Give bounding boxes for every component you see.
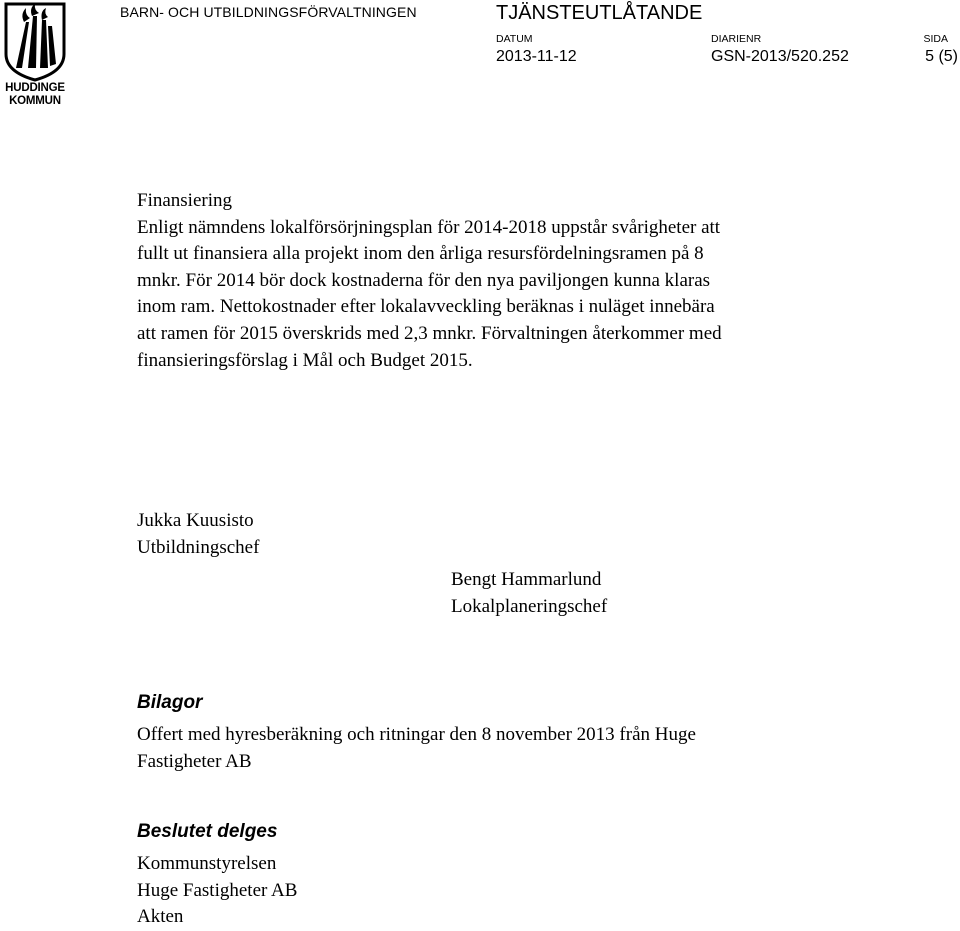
attachments-list [137,722,837,775]
date-value: 2013-11-12 [496,48,577,65]
signatory-name: Bengt Hammarlund [451,569,602,590]
list-item: Huge Fastigheter AB [137,879,298,901]
body-line: att ramen för 2015 överskrids med 2,3 mnkr. Förvaltningen återkommer med [137,322,722,344]
document-type: TJÄNSTEUTLÅTANDE [496,2,703,24]
logo-text-line1: HUDDINGE [5,82,65,94]
page-label: SIDA [923,33,948,45]
attachment-line: Fastigheter AB [137,750,252,772]
signature-left [137,508,259,561]
list-item: Akten [137,906,184,928]
financing-section [137,188,837,374]
attachment-line: Offert med hyresberäkning och ritningar den 8 november 2013 från Huge [137,724,696,745]
municipality-logo [2,2,68,106]
body-line: finansieringsförslag i Mål och Budget 2015. [137,349,473,371]
signatory-title: Lokalplaneringschef [451,595,608,617]
logo-text-line2: KOMMUN [9,95,61,107]
distribution-list [137,851,297,931]
body-line: fullt ut finansiera alla projekt inom den årliga resursfördelningsramen på 8 [137,243,704,265]
page-value: 5 (5) [925,48,958,65]
date-label: DATUM [496,33,533,45]
signatory-name: Jukka Kuusisto [137,510,254,531]
diarienr-label: DIARIENR [711,33,762,45]
distribution-heading: Beslutet delges [137,821,278,842]
section-heading-financing: Finansiering [137,190,232,211]
body-line: inom ram. Nettokostnader efter lokalavveckling beräknas i nuläget innebära [137,296,715,318]
attachments-heading: Bilagor [137,692,203,713]
organization-name: BARN- OCH UTBILDNINGSFÖRVALTNINGEN [120,4,417,20]
crest-icon [2,2,68,82]
diarienr-value: GSN-2013/520.252 [711,48,849,65]
list-item: Kommunstyrelsen [137,853,277,874]
body-line: Enligt nämndens lokalförsörjningsplan för 2014-2018 uppstår svårigheter att [137,216,721,238]
body-line: mnkr. För 2014 bör dock kostnaderna för den nya paviljongen kunna klaras [137,269,711,291]
signature-right [451,567,607,620]
signatory-title: Utbildningschef [137,536,260,558]
